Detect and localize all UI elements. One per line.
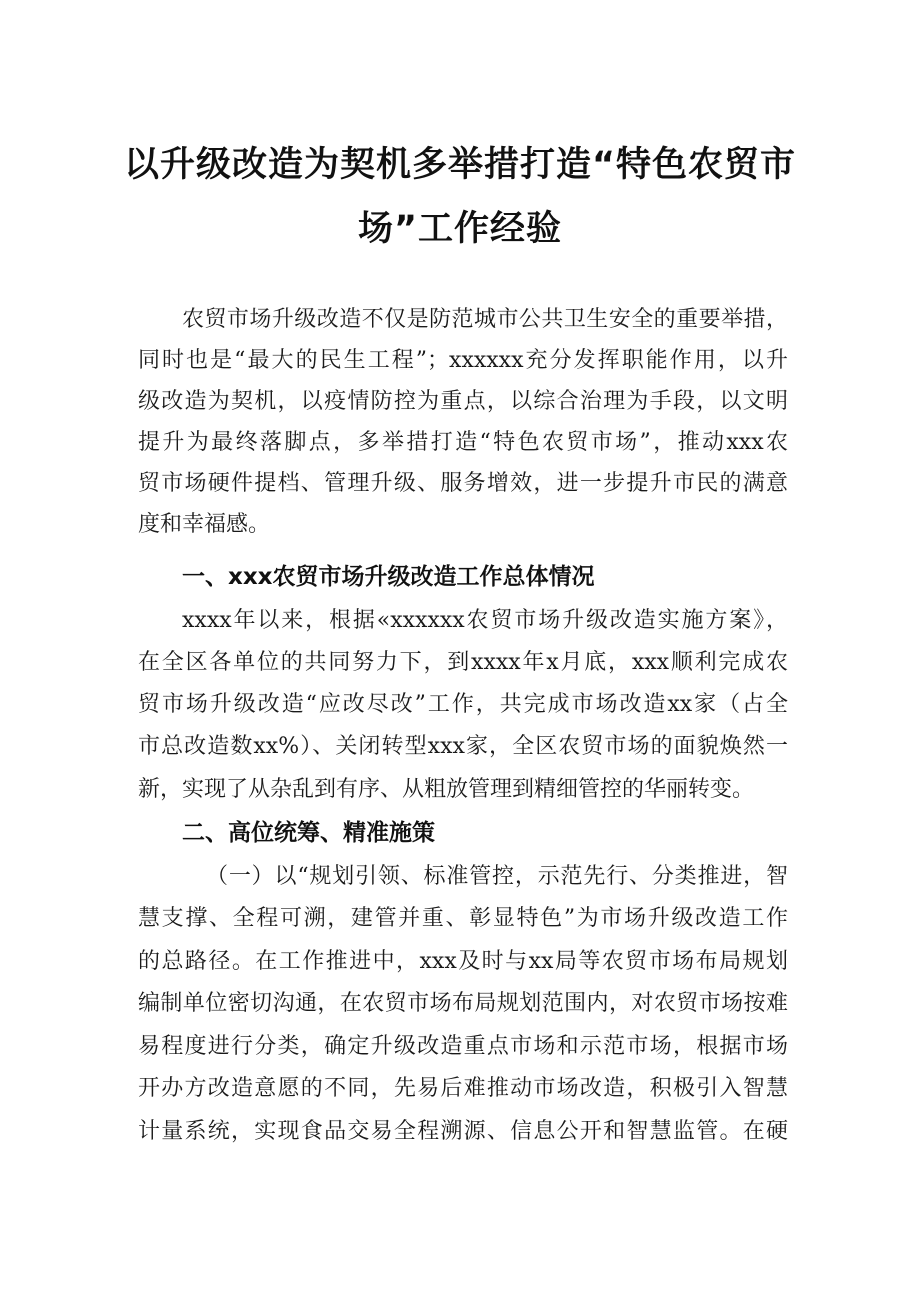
document-title-line-2: 场”工作经验 [357,209,562,249]
section-heading-2: 二、高位统筹、精准施策 [182,820,435,846]
section2-line: 易程度进行分类，确定升级改造重点市场和示范市场，根据市场 [138,1034,788,1059]
section2-line: 编制单位密切沟通，在农贸市场布局规划范围内，对农贸市场按难 [138,991,788,1016]
intro-line: 农贸市场升级改造不仅是防范城市公共卫生安全的重要举措， [182,307,788,332]
section2-line: 开办方改造意愿的不同，先易后难推动市场改造，积极引入智慧 [138,1076,788,1101]
intro-line: 度和幸福感。 [138,512,271,537]
section1-line: 市总改造数xx%）、关闭转型xxx家，全区农贸市场的面貌焕然一 [138,734,788,759]
section1-line: 贸市场升级改造“应改尽改”工作，共完成市场改造xx家（占全 [138,692,788,717]
document-title-line-1: 以升级改造为契机多举措打造“特色农贸市 [123,145,796,185]
intro-line: 贸市场硬件提档、管理升级、服务增效，进一步提升市民的满意 [138,471,788,496]
section2-line: （一）以“规划引领、标准管控，示范先行、分类推进，智 [206,864,788,889]
section1-line: 在全区各单位的共同努力下，到xxxx年x月底，xxx顺利完成农 [138,650,788,675]
intro-line: 提升为最终落脚点，多举措打造“特色农贸市场”，推动xxx农 [138,430,788,455]
section2-line: 的总路径。在工作推进中，xxx及时与xx局等农贸市场布局规划 [138,949,788,974]
intro-line: 级改造为契机，以疫情防控为重点，以综合治理为手段，以文明 [138,389,788,414]
section1-line: 新，实现了从杂乱到有序、从粗放管理到精细管控的华丽转变。 [138,777,755,802]
intro-line: 同时也是“最大的民生工程”；xxxxxx充分发挥职能作用，以升 [138,348,788,373]
section2-line: 慧支撑、全程可溯，建管并重、彰显特色”为市场升级改造工作 [138,906,788,931]
section-heading-1: 一、xxx农贸市场升级改造工作总体情况 [182,564,595,590]
section2-line: 计量系统，实现食品交易全程溯源、信息公开和智慧监管。在硬 [138,1119,788,1144]
section1-line: xxxx年以来，根据«xxxxxx农贸市场升级改造实施方案》， [182,608,788,633]
